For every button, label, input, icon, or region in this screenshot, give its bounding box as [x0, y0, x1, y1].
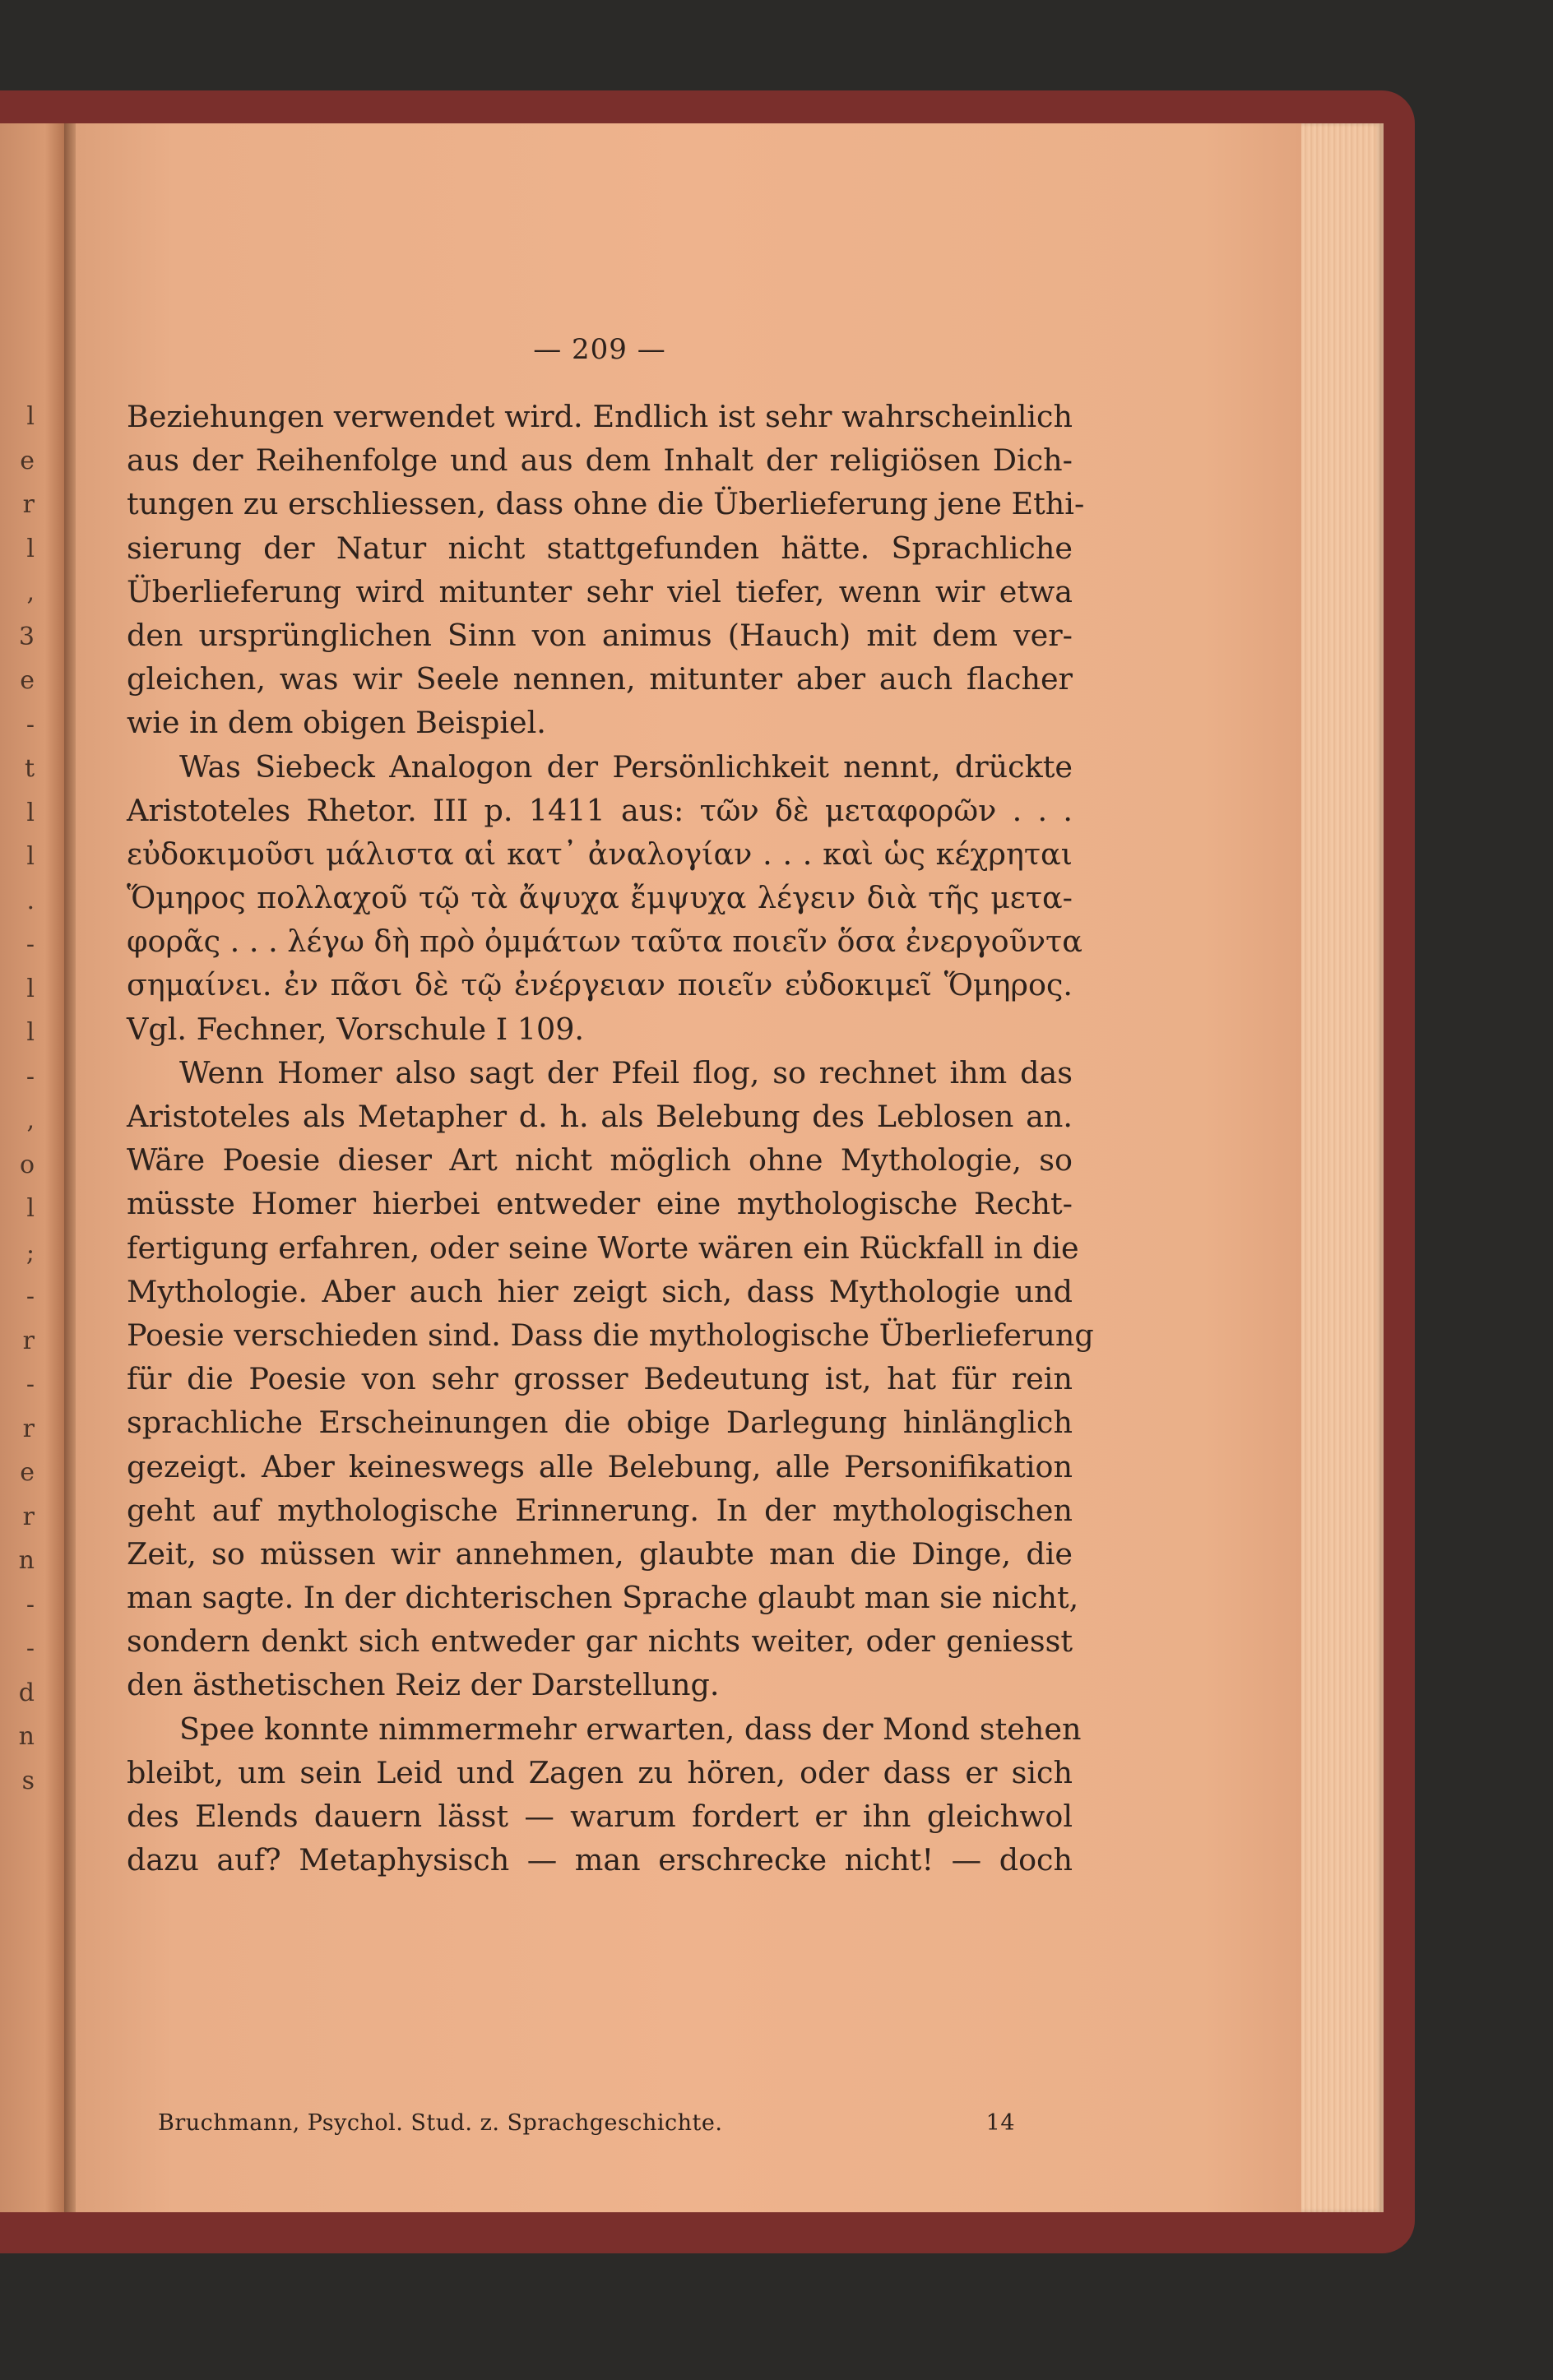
- edge-fragment: t: [24, 754, 35, 783]
- edge-fragment: o: [19, 1150, 35, 1179]
- edge-fragment: ,: [26, 1106, 35, 1135]
- text-line: Beziehungen verwendet wird. Endlich ist sehr wahrscheinlich: [127, 399, 1073, 434]
- edge-fragment: -: [25, 1370, 35, 1399]
- edge-fragment: n: [18, 1722, 35, 1751]
- text-line: Ὅμηρος πολλαχοῦ τῷ τὰ ἄψυχα ἔμψυχα λέγειν διὰ τῆς μετα-: [127, 880, 1073, 916]
- text-line: εὐδοκιμοῦσι μάλιστα αἱ κατ᾽ ἀναλογίαν . . . καὶ ὡς κέχρηται: [127, 836, 1073, 872]
- text-line: gleichen, was wir Seele nennen, mitunter aber auch flacher: [127, 661, 1073, 697]
- text-line: müsste Homer hierbei entweder eine mythologische Recht-: [127, 1186, 1073, 1222]
- text-line: man sagte. In der dichterischen Sprache glaubt man sie nicht,: [127, 1580, 1079, 1616]
- edge-fragment: r: [22, 1414, 35, 1443]
- edge-fragment: l: [26, 534, 35, 563]
- text-line: den ursprünglichen Sinn von animus (Hauch) mit dem ver-: [127, 617, 1073, 653]
- text-line: Wäre Poesie dieser Art nicht möglich ohne Mythologie, so: [127, 1142, 1073, 1178]
- text-line: sondern denkt sich entweder gar nichts weiter, oder geniesst: [127, 1623, 1073, 1660]
- text-line: Überlieferung wird mitunter sehr viel tiefer, wenn wir etwa: [127, 573, 1073, 609]
- edge-fragment: ;: [25, 1238, 35, 1267]
- text-line: aus der Reihenfolge und aus dem Inhalt der religiösen Dich-: [127, 442, 1073, 479]
- text-line: sierung der Natur nicht stattgefunden hätte. Sprachliche: [127, 530, 1073, 566]
- text-line: dazu auf? Metaphysisch — man erschrecke nicht! — doch: [127, 1842, 1073, 1878]
- edge-fragment: 3: [18, 622, 35, 651]
- edge-fragment: l: [26, 842, 35, 871]
- text-line: Aristoteles als Metapher d. h. als Belebung des Leblosen an.: [127, 1099, 1073, 1134]
- text-line: Poesie verschieden sind. Dass die mythologische Überlieferung: [127, 1317, 1094, 1353]
- edge-fragment: -: [25, 1062, 35, 1091]
- footer-signature: 14: [985, 2110, 1015, 2136]
- edge-fragment: r: [22, 1326, 35, 1355]
- text-line: geht auf mythologische Erinnerung. In der mythologischen: [127, 1492, 1073, 1528]
- text-line: fertigung erfahren, oder seine Worte wären ein Rückfall in die: [127, 1229, 1079, 1266]
- edge-fragment: l: [26, 402, 35, 431]
- edge-fragment: l: [26, 1018, 35, 1047]
- edge-fragment: n: [18, 1546, 35, 1575]
- edge-fragment: e: [20, 666, 35, 695]
- previous-page-edge: [0, 123, 64, 2212]
- edge-fragment: r: [22, 490, 35, 519]
- edge-fragment: -: [25, 710, 35, 739]
- edge-fragment: -: [25, 1590, 35, 1619]
- text-line: Vgl. Fechner, Vorschule I 109.: [127, 1011, 585, 1047]
- body-text: [127, 395, 1094, 1882]
- text-line: Spee konnte nimmermehr erwarten, dass der Mond stehen: [179, 1711, 1082, 1747]
- edge-fragment: .: [26, 886, 35, 915]
- edge-fragment: -: [25, 1282, 35, 1311]
- edge-fragment: l: [26, 798, 35, 827]
- text-line: φορᾶς . . . λέγω δὴ πρὸ ὀμμάτων ταῦτα ποιεῖν ὅσα ἐνεργοῦντα: [127, 924, 1082, 960]
- edge-fragment: l: [26, 974, 35, 1003]
- edge-fragment: s: [21, 1766, 35, 1795]
- edge-fragment: d: [18, 1678, 35, 1707]
- edge-fragment: -: [25, 1634, 35, 1663]
- text-line: wie in dem obigen Beispiel.: [127, 705, 546, 741]
- text-line: Aristoteles Rhetor. III p. 1411 aus: τῶν δὲ μεταφορῶν . . .: [127, 792, 1073, 828]
- edge-fragment: e: [20, 446, 35, 475]
- text-line: für die Poesie von sehr grosser Bedeutung ist, hat für rein: [127, 1361, 1073, 1397]
- edge-fragment: l: [26, 1194, 35, 1223]
- text-line: σημαίνει. ἐν πᾶσι δὲ τῷ ἐνέργειαν ποιεῖν εὐδοκιμεῖ Ὅμηρος.: [127, 967, 1073, 1003]
- book-gutter: [64, 123, 76, 2212]
- edge-fragment: ,: [26, 578, 35, 607]
- text-line: den ästhetischen Reiz der Darstellung.: [127, 1667, 720, 1703]
- edge-fragment: -: [25, 930, 35, 959]
- text-line: Was Siebeck Analogon der Persönlichkeit nennt, drückte: [179, 748, 1073, 785]
- previous-page-text-fragments: [2, 395, 35, 1803]
- text-line: Wenn Homer also sagt der Pfeil flog, so rechnet ihm das: [179, 1054, 1073, 1090]
- text-line: Zeit, so müssen wir annehmen, glaubte man die Dinge, die: [127, 1535, 1073, 1572]
- text-line: gezeigt. Aber keineswegs alle Belebung, alle Personifikation: [127, 1448, 1073, 1484]
- page-footer: [158, 2109, 1073, 2137]
- page-edges: [1301, 123, 1384, 2212]
- text-line: tungen zu erschliessen, dass ohne die Überlieferung jene Ethi-: [127, 486, 1085, 522]
- footer-title: Bruchmann, Psychol. Stud. z. Sprachgeschichte.: [158, 2110, 723, 2136]
- text-line: Mythologie. Aber auch hier zeigt sich, dass Mythologie und: [127, 1273, 1073, 1309]
- edge-fragment: r: [22, 1502, 35, 1531]
- page-number: — 209 —: [533, 333, 666, 366]
- text-line: des Elends dauern lässt — warum fordert er ihn gleichwol: [127, 1799, 1073, 1834]
- edge-fragment: e: [20, 1458, 35, 1487]
- text-line: bleibt, um sein Leid und Zagen zu hören, oder dass er sich: [127, 1754, 1073, 1790]
- text-line: sprachliche Erscheinungen die obige Darlegung hinlänglich: [127, 1405, 1073, 1441]
